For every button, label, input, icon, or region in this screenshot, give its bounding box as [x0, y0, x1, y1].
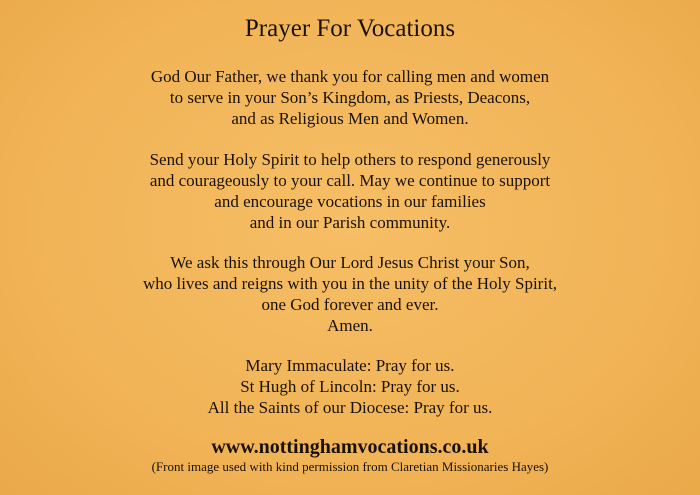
prayer-line: who lives and reigns with you in the unity of the Holy Spirit, — [142, 274, 558, 293]
intercession-line: All the Saints of our Diocese: Pray for us. — [207, 398, 493, 417]
image-credit: (Front image used with kind permission from Claretian Missionaries Hayes) — [151, 459, 549, 474]
intercession-line: St Hugh of Lincoln: Pray for us. — [240, 377, 460, 396]
prayer-line: We ask this through Our Lord Jesus Christ your Son, — [170, 253, 530, 272]
prayer-line: Send your Holy Spirit to help others to respond generously — [149, 150, 551, 169]
prayer-line: and as Religious Men and Women. — [231, 109, 469, 128]
prayer-title: Prayer For Vocations — [244, 15, 456, 42]
prayer-paragraph-thanksgiving — [0, 66, 700, 129]
prayer-line: to serve in your Son’s Kingdom, as Priests, Deacons, — [169, 88, 531, 107]
prayer-paragraph-doxology — [0, 252, 700, 336]
website-url: www.nottinghamvocations.co.uk — [211, 436, 489, 458]
prayer-line: God Our Father, we thank you for calling men and women — [150, 67, 550, 86]
prayer-line: and in our Parish community. — [249, 213, 451, 232]
prayer-line: and courageously to your call. May we continue to support — [149, 171, 551, 190]
prayer-paragraph-intercessions — [0, 355, 700, 418]
prayer-line: and encourage vocations in our families — [214, 192, 486, 211]
intercession-line: Mary Immaculate: Pray for us. — [245, 356, 455, 375]
prayer-paragraph-petition — [0, 149, 700, 233]
prayer-line-amen: Amen. — [327, 316, 373, 335]
prayer-line: one God forever and ever. — [261, 295, 439, 314]
